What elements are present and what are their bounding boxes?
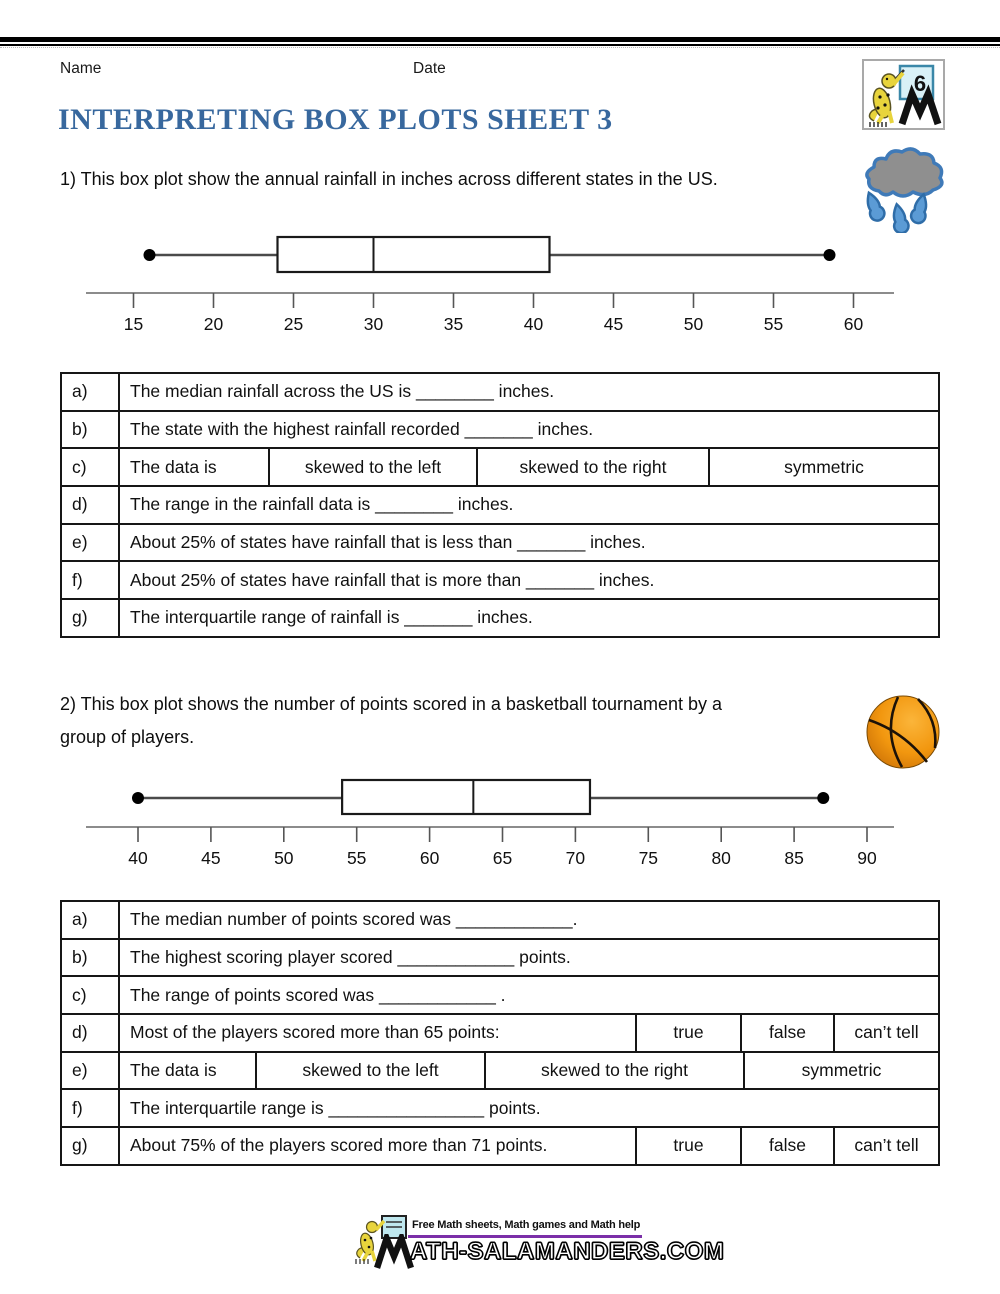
question-text: About 25% of states have rainfall that is less than _______ inches.: [120, 525, 940, 563]
footer-site-text: ATH-SALAMANDERS.COM: [410, 1238, 725, 1265]
question-text: About 75% of the players scored more than 71 points.: [120, 1128, 637, 1166]
salamander-icon: [869, 73, 903, 127]
choice-skewed-right: skewed to the right: [486, 1053, 745, 1091]
svg-text:50: 50: [683, 314, 704, 334]
svg-text:45: 45: [201, 848, 221, 868]
table-row: [62, 487, 940, 525]
table-row: [62, 1015, 940, 1053]
question-text: The state with the highest rainfall recorded _______ inches.: [120, 412, 940, 450]
row-label: d): [62, 487, 120, 525]
table-row: [62, 562, 940, 600]
row-label: a): [62, 902, 120, 940]
table-row: [62, 449, 940, 487]
row-label: e): [62, 1053, 120, 1091]
choice-skewed-left: skewed to the left: [270, 449, 478, 487]
choice-cant-tell: can’t tell: [835, 1128, 940, 1166]
rainfall-questions-table: [60, 372, 940, 638]
row-label: d): [62, 1015, 120, 1053]
row-label: b): [62, 940, 120, 978]
row-label: f): [62, 562, 120, 600]
question-2-line1: 2) This box plot shows the number of points scored in a basketball tournament by a: [60, 694, 723, 714]
rain-cloud-icon: [855, 145, 955, 238]
grade-badge-logo: [862, 59, 945, 130]
points-boxplot: [60, 765, 940, 883]
svg-text:30: 30: [363, 314, 384, 334]
question-2-line2: group of players.: [60, 727, 195, 747]
page-title: INTERPRETING BOX PLOTS SHEET 3: [58, 103, 613, 136]
table-row: [62, 940, 940, 978]
choice-true: true: [637, 1015, 742, 1053]
svg-text:40: 40: [523, 314, 544, 334]
svg-text:45: 45: [603, 314, 624, 334]
row-label: a): [62, 374, 120, 412]
rainfall-boxplot: [60, 230, 940, 348]
svg-text:85: 85: [784, 848, 804, 868]
table-row: [62, 1090, 940, 1128]
question-text: The data is: [120, 1053, 257, 1091]
table-row: [62, 600, 940, 638]
choice-cant-tell: can’t tell: [835, 1015, 940, 1053]
points-questions-table: [60, 900, 940, 1166]
svg-text:35: 35: [443, 314, 464, 334]
row-label: g): [62, 1128, 120, 1166]
question-text: About 25% of states have rainfall that is more than _______ inches.: [120, 562, 940, 600]
svg-text:55: 55: [763, 314, 784, 334]
choice-symmetric: symmetric: [710, 449, 940, 487]
svg-text:15: 15: [123, 314, 144, 334]
table-row: [62, 977, 940, 1015]
question-2-text: [60, 688, 722, 754]
table-row: [62, 1128, 940, 1166]
footer-branding: [350, 1210, 725, 1280]
question-text: The interquartile range is ________________ points.: [120, 1090, 940, 1128]
table-row: [62, 1053, 940, 1091]
raindrop-icon: [862, 190, 930, 233]
question-text: The median number of points scored was ____________.: [120, 902, 940, 940]
choice-true: true: [637, 1128, 742, 1166]
svg-text:55: 55: [346, 848, 367, 868]
row-label: c): [62, 449, 120, 487]
svg-text:90: 90: [857, 848, 877, 868]
row-label: e): [62, 525, 120, 563]
table-row: [62, 902, 940, 940]
salamander-grade-icon: [864, 61, 943, 128]
footer-m-icon: [374, 1234, 414, 1270]
row-label: c): [62, 977, 120, 1015]
question-text: The data is: [120, 449, 270, 487]
row-label: b): [62, 412, 120, 450]
table-row: [62, 412, 940, 450]
grade-number: 6: [913, 71, 927, 96]
question-text: The interquartile range of rainfall is _______ inches.: [120, 600, 940, 638]
svg-text:65: 65: [492, 848, 513, 868]
choice-false: false: [742, 1128, 835, 1166]
table-row: [62, 374, 940, 412]
choice-skewed-right: skewed to the right: [478, 449, 710, 487]
choice-skewed-left: skewed to the left: [257, 1053, 486, 1091]
question-1-text: 1) This box plot show the annual rainfall in inches across different states in the US.: [60, 169, 718, 189]
svg-text:60: 60: [843, 314, 864, 334]
name-label: Name: [60, 60, 102, 77]
question-text: The range in the rainfall data is ________ inches.: [120, 487, 940, 525]
footer-tagline: Free Math sheets, Math games and Math help: [412, 1219, 641, 1231]
row-label: f): [62, 1090, 120, 1128]
question-text: The highest scoring player scored ____________ points.: [120, 940, 940, 978]
svg-text:20: 20: [203, 314, 224, 334]
svg-text:25: 25: [283, 314, 304, 334]
question-text: The median rainfall across the US is ________ inches.: [120, 374, 940, 412]
svg-text:60: 60: [419, 848, 440, 868]
row-label: g): [62, 600, 120, 638]
question-text: Most of the players scored more than 65 points:: [120, 1015, 637, 1053]
svg-text:50: 50: [274, 848, 294, 868]
header-rule: [0, 37, 1000, 49]
table-row: [62, 525, 940, 563]
question-text: The range of points scored was ____________ .: [120, 977, 940, 1015]
svg-text:80: 80: [711, 848, 731, 868]
svg-text:40: 40: [128, 848, 148, 868]
choice-symmetric: symmetric: [745, 1053, 940, 1091]
choice-false: false: [742, 1015, 835, 1053]
svg-text:70: 70: [565, 848, 586, 868]
date-label: Date: [413, 60, 446, 77]
svg-text:75: 75: [638, 848, 659, 868]
